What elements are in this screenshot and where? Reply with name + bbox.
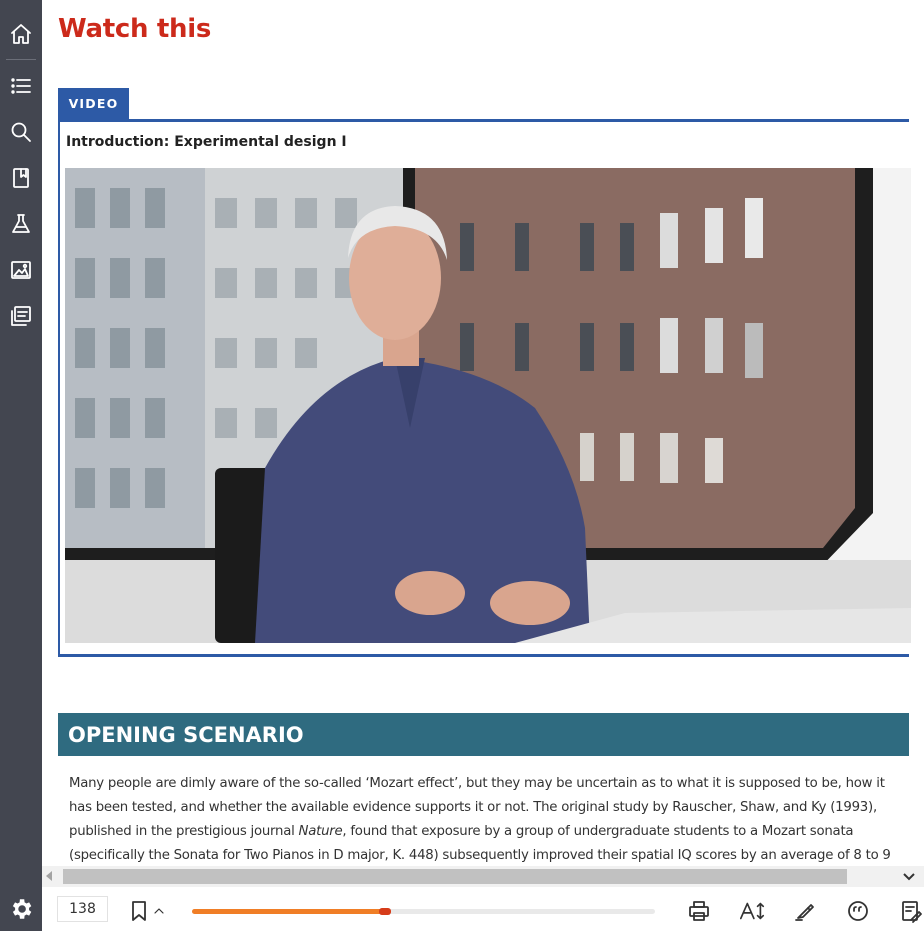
settings-button[interactable] (8, 896, 34, 922)
chevron-down-icon (902, 870, 916, 884)
home-button[interactable] (0, 14, 42, 54)
scenario-heading: OPENING SCENARIO (58, 713, 909, 756)
highlighter-pen-icon (793, 899, 817, 923)
bookmarks-expand-button[interactable] (148, 898, 170, 924)
video-caption: Introduction: Experimental design I (66, 134, 347, 150)
flashcards-button[interactable] (0, 296, 42, 336)
video-player[interactable] (65, 168, 911, 643)
feedback-button[interactable] (845, 898, 871, 924)
journal-name: Nature (298, 824, 343, 839)
video-section (58, 88, 909, 657)
search-icon (9, 120, 33, 144)
collapse-toggle[interactable] (902, 870, 916, 884)
scenario-text-part-2: , found that exposure by a group of undergraduate students to a Mozart sonata (specifically the Sonata for Two Pianos in D major, K. 448) subsequently improved their spatial IQ scores by an average of 8 to 9 (69, 824, 891, 863)
printer-icon (687, 899, 711, 923)
notes-button[interactable] (898, 898, 924, 924)
reading-progress-fill (192, 909, 391, 914)
video-frame (58, 119, 909, 657)
text-size-icon (738, 899, 766, 923)
left-sidebar (0, 0, 42, 931)
reader-content (42, 0, 924, 866)
reading-progress-handle[interactable] (379, 908, 391, 915)
video-thumbnail (65, 168, 911, 643)
sidebar-divider (6, 59, 36, 60)
cards-icon (9, 304, 33, 328)
bookmark-page-icon (9, 166, 33, 190)
flask-icon (9, 212, 33, 236)
page-number-input[interactable]: 138 (57, 896, 108, 922)
gear-icon (8, 896, 34, 922)
media-button[interactable] (0, 250, 42, 290)
speech-bubble-icon (846, 899, 870, 923)
print-button[interactable] (686, 898, 712, 924)
list-icon (9, 74, 33, 98)
notes-icon (899, 899, 923, 923)
reading-progress-slider[interactable] (192, 909, 655, 914)
table-of-contents-button[interactable] (0, 66, 42, 106)
bottom-toolbar (42, 887, 924, 931)
scroll-left-arrow-icon[interactable] (46, 871, 52, 881)
scenario-text-part-1: Many people are dimly aware of the so-called ‘Mozart effect’, but they may be uncertain as to what it is supposed to be, how it has been tested, and whether the available evidence supports it or not. The original study by Rauscher, Shaw, and Ky (1993), published in the prestigious journal (69, 776, 885, 839)
home-icon (9, 22, 33, 46)
search-button[interactable] (0, 112, 42, 152)
horizontal-scrollbar[interactable] (42, 866, 924, 887)
image-icon (9, 258, 33, 282)
bookmarks-button[interactable] (0, 158, 42, 198)
chevron-up-icon (151, 903, 167, 919)
text-size-button[interactable] (737, 898, 767, 924)
video-tab-label: VIDEO (58, 88, 129, 119)
scrollbar-thumb[interactable] (63, 869, 847, 884)
activities-button[interactable] (0, 204, 42, 244)
page-title: Watch this (58, 14, 212, 44)
highlight-button[interactable] (792, 898, 818, 924)
